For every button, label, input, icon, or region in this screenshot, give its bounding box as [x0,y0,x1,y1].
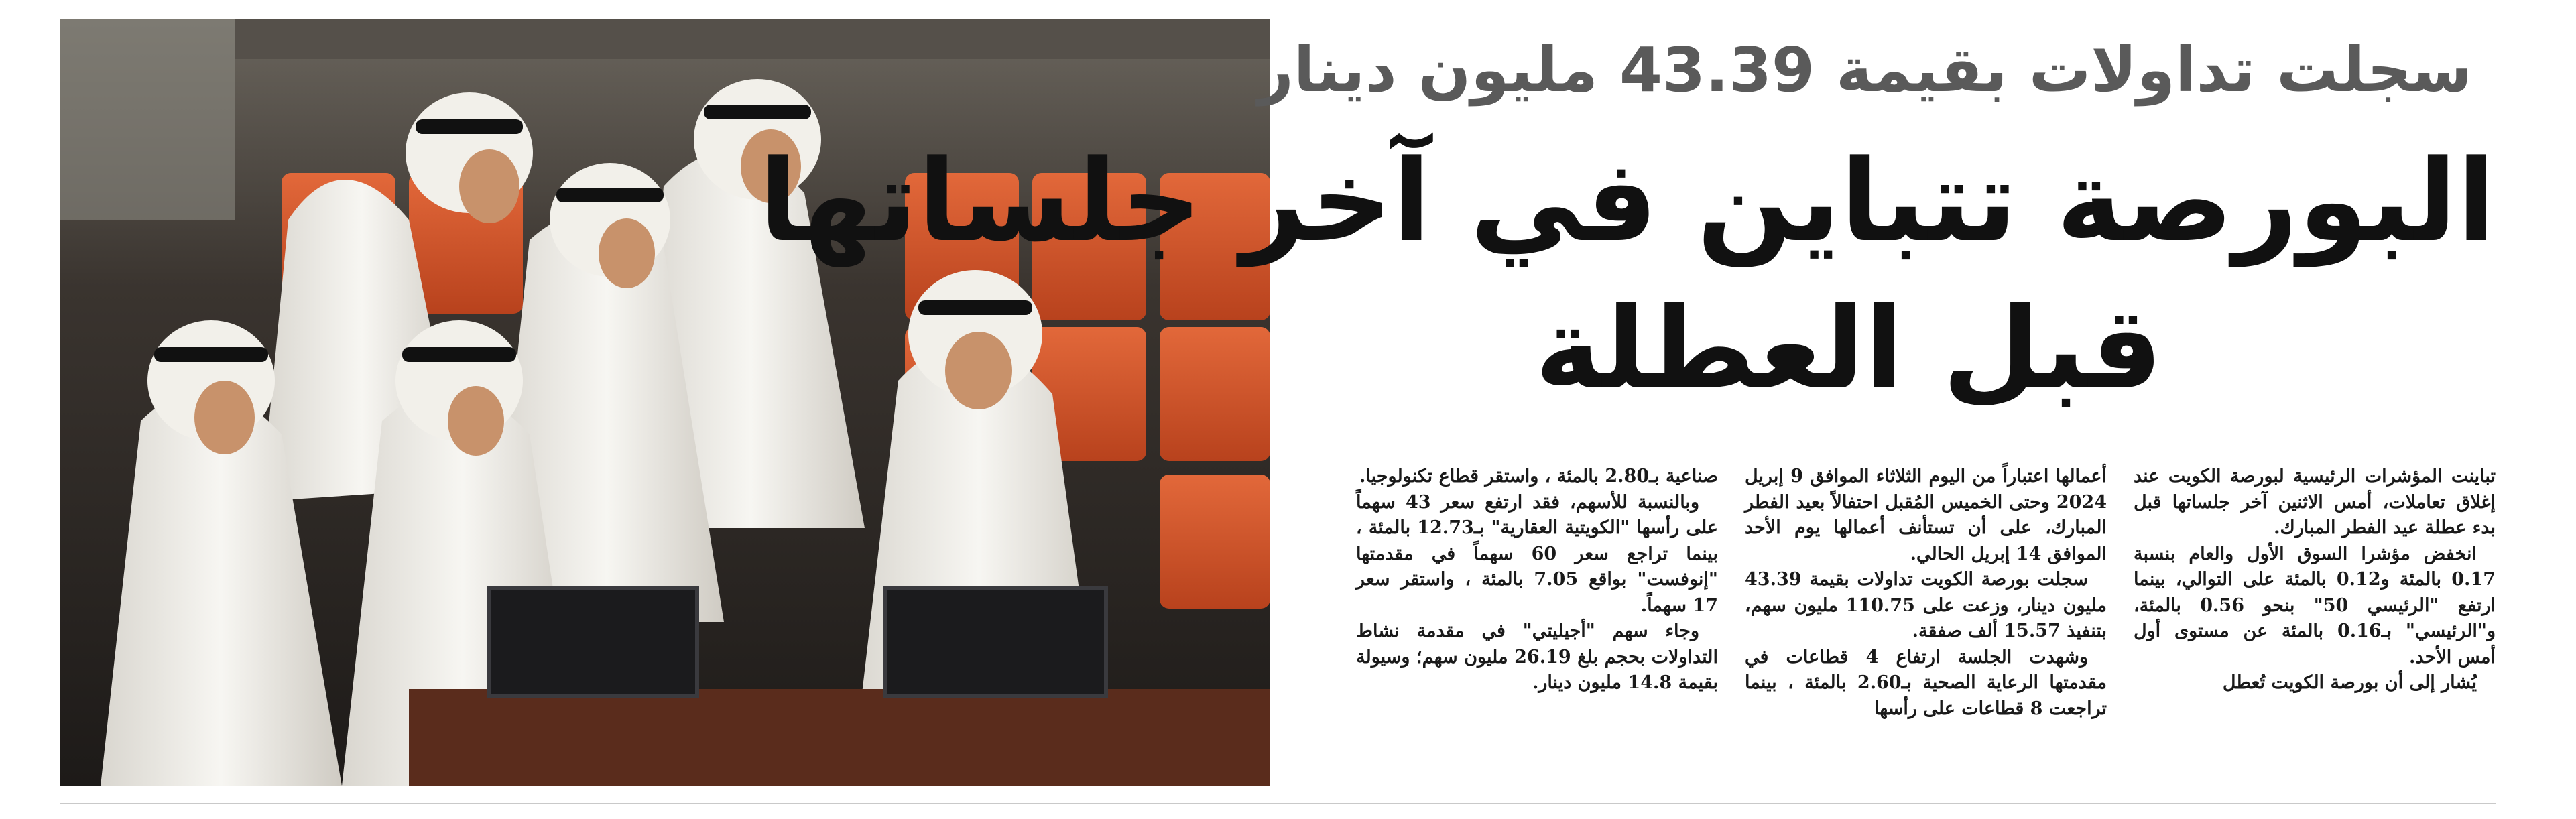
col1-paragraph-3: يُشار إلى أن بورصة الكويت تُعطل [2222,672,2477,693]
col2-paragraph-2: سجلت بورصة الكويت تداولات بقيمة 43.39 مليون دينار، وزعت على 110.75 مليون سهم، بتنفيذ 15.57 ألف صفقة. [1745,569,2107,641]
col3-paragraph-1: صناعية بـ2.80 بالمئة ، واستقر قطاع تكنولوجيا. [1359,466,1718,487]
headline-line-1: البورصة تتباين في آخر جلساتها [759,135,2496,267]
col2-paragraph-3: وشهدت الجلسة ارتفاع 4 قطاعات في مقدمتها الرعاية الصحية بـ2.60 بالمئة ، بينما تراجعت 8 قطاعات على رأسها [1745,646,2107,719]
col3-paragraph-2: وبالنسبة للأسهم، فقد ارتفع سعر 43 سهماً على رأسها "الكويتية العقارية" بـ12.73 بالمئة ، بينما تراجع سعر 60 سهماً في مقدمتها "إنوفست" بواقع 7.05 بالمئة ، واستقر سعر 17 سهماً. [1356,491,1718,616]
article-headline [759,127,2496,422]
article-kicker: سجلت تداولات بقيمة 43.39 مليون دينار [1258,34,2472,106]
col2-paragraph-1: أعمالها اعتباراً من اليوم الثلاثاء الموافق 9 إبريل 2024 وحتى الخميس المُقبل احتفالاً بعيد الفطر المبارك، على أن تستأنف أعمالها يوم الأحد الموافق 14 إبريل الحالي. [1745,466,2107,564]
article-column-1 [2134,464,2496,696]
headline-line-2: قبل العطلة [1534,283,2163,414]
article-column-2 [1745,464,2107,722]
col3-paragraph-3: وجاء سهم "أجيليتي" في مقدمة نشاط التداولات بحجم بلغ 26.19 مليون سهم؛ وسيولة بقيمة 14.8 مليون دينار. [1356,621,1718,693]
article-column-3 [1356,464,1718,696]
col1-paragraph-2: انخفض مؤشرا السوق الأول والعام بنسبة 0.17 بالمئة و0.12 بالمئة على التوالي، بينما ارتفع "الرئيسي 50" بنحو 0.56 بالمئة، و"الرئيسي" بـ0.16 بالمئة عن مستوى أول أمس الأحد. [2134,543,2496,668]
col1-paragraph-1: تباينت المؤشرات الرئيسية لبورصة الكويت عند إغلاق تعاملات، أمس الاثنين آخر جلساتها قبل بدء عطلة عيد الفطر المبارك. [2134,466,2496,538]
bottom-divider [60,803,2496,804]
